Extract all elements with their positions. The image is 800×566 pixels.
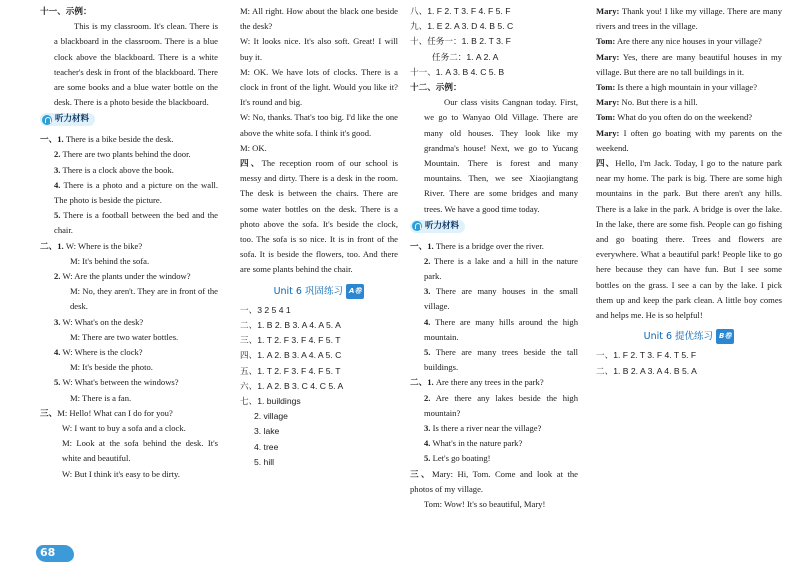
- part-4-passage: 四、Hello, I'm Jack. Today, I go to the nature park near my home. The park is big. There are some high mountains in the park. But there aren't any hills. There is a lake in the park. A bridge is over the lake. In the lake, there are some fish. People can go fishing and go boating there. Trees and flowers are everywhere. What a beautiful park! People like to go here because they can have fun. But I see some bottles on the grass. I see a can by the lake. I pick them up and keep the park clean. A little boy comes and helps me. He is so helpful!: [596, 158, 782, 321]
- column-3: [410, 4, 578, 512]
- answer-row: 五、1. T 2. F 3. F 4. F 5. T: [240, 365, 341, 376]
- list-item: 3. There are many houses in the small village.: [424, 286, 578, 312]
- dialogue-question: 4. W: Where is the clock?: [54, 346, 143, 357]
- headphones-icon: [42, 115, 52, 125]
- dialogue-line: W: I want to buy a sofa and a clock.: [62, 422, 186, 433]
- dialogue-line: 三、Mary: Hi, Tom. Come and look at the photos of my village.: [410, 468, 578, 494]
- dialogue-line: M: Look at the sofa behind the desk. It's white and beautiful.: [62, 438, 218, 464]
- answer-key: [596, 348, 782, 378]
- column-1: [40, 4, 218, 482]
- page-number-badge: [36, 545, 74, 562]
- list-item: 2. There is a lake and a hill in the nature park.: [424, 255, 578, 281]
- answer-row: 5. hill: [254, 456, 275, 467]
- section-12-text: Our class visits Cangnan today. First, we go to Wanyao Old Village. There are many old houses. They look like my grandma's house! Next, we go to Yucang Mountain. There is forest and many mountains. Then, we see Xiaojiangtang River. There are some bridges and many trees. We have a good time today.: [424, 97, 578, 214]
- list-item: 4. There is a photo and a picture on the wall. The photo is beside the picture.: [54, 179, 218, 205]
- page-number: 68: [40, 546, 56, 559]
- answer-row: 七、1. buildings: [240, 396, 301, 407]
- dialogue-continued: [240, 4, 398, 156]
- part-1-list: [40, 132, 218, 238]
- dialogue-line: W: But I think it's easy to be dirty.: [62, 468, 180, 479]
- part-2-list: [410, 375, 578, 466]
- answer-row: 三、1. T 2. F 3. F 4. F 5. T: [240, 335, 341, 346]
- list-item: 5. Let's go boating!: [424, 453, 491, 464]
- listening-material-tag: 听力材料: [410, 220, 465, 237]
- dialogue-answer: M: No, they aren't. They are in front of the desk.: [70, 286, 218, 312]
- answer-row: 九、1. E 2. A 3. D 4. B 5. C: [410, 21, 514, 32]
- list-item: 一、1. There is a bridge over the river.: [410, 240, 544, 251]
- version-badge: A卷: [346, 284, 364, 299]
- answer-row: 2. village: [254, 411, 288, 422]
- unit-6-consolidation-title: Unit 6 巩固练习 A卷: [240, 284, 398, 299]
- section-11-text: This is my classroom. It's clean. There is a blackboard in the classroom. There is a blue clock above the blackboard. There is a white teacher's desk in front of the blackboard. There are some books and a blue water bottle on the desk. There is a photo beside the blackboard.: [54, 21, 218, 108]
- list-item: 4. What's in the nature park?: [424, 438, 523, 449]
- list-item: 3. Is there a river near the village?: [424, 422, 542, 433]
- list-item: 一、1. There is a bike beside the desk.: [40, 134, 174, 145]
- dialogue-line: Tom: What do you often do on the weekend?: [596, 112, 753, 123]
- headphones-icon: [412, 221, 422, 231]
- list-item: 二、1. Are there any trees in the park?: [410, 377, 544, 388]
- dialogue-answer: M: It's beside the photo.: [70, 362, 153, 373]
- dialogue-line: W: No, thanks. That's too big. I'd like the one above the white sofa. I think it's good.: [240, 112, 398, 138]
- part-3-dialogue: [40, 406, 218, 482]
- list-item: 2. Are there any lakes beside the high mountain?: [424, 392, 578, 418]
- answer-row: 十一、1. A 3. B 4. C 5. B: [410, 66, 505, 77]
- dialogue-line: Tom: Are there any nice houses in your village?: [596, 36, 762, 47]
- dialogue-continued: [596, 4, 782, 156]
- dialogue-line: Mary: Yes, there are many beautiful houses in my village. But there are no tall buildings in it.: [596, 51, 782, 77]
- dialogue-question: 2. W: Are the plants under the window?: [54, 270, 191, 281]
- unit-6-improvement-title: Unit 6 提优练习 B卷: [596, 329, 782, 344]
- dialogue-question: 3. W: What's on the desk?: [54, 316, 144, 327]
- version-badge: B卷: [716, 329, 734, 344]
- dialogue-answer: M: There are two water bottles.: [70, 331, 179, 342]
- answer-row: 四、1. A 2. B 3. A 4. A 5. C: [240, 350, 342, 361]
- answer-key: [410, 4, 578, 80]
- dialogue-line: Tom: Wow! It's so beautiful, Mary!: [424, 499, 546, 509]
- answer-row: 六、1. A 2. B 3. C 4. C 5. A: [240, 380, 344, 391]
- answer-row: 一、1. F 2. T 3. F 4. T 5. F: [596, 350, 697, 361]
- dialogue-line: 三、M: Hello! What can I do for you?: [40, 407, 173, 418]
- dialogue-line: Tom: Is there a high mountain in your village?: [596, 82, 758, 93]
- part-3-dialogue: [410, 467, 578, 513]
- list-item: 4. There are many hills around the high mountain.: [424, 316, 578, 342]
- answer-row: 4. tree: [254, 441, 279, 452]
- part-4-passage: 四、The reception room of our school is messy and dirty. There is a desk in the room. The desk is between the chairs. There are some water bottles on the desk. There is a photo above the sofa. It's beside the clock, too. The sofa is so nice. It is in front of the sofa. It is beside the flowers, too. And there are some plants behind the chair.: [240, 158, 398, 275]
- column-2: [240, 4, 398, 470]
- answer-row: 二、1. B 2. A 3. A 4. B 5. A: [596, 365, 697, 376]
- column-4: [596, 4, 782, 379]
- listening-material-tag: 听力材料: [40, 113, 95, 130]
- answer-row: 任务二：1. A 2. A: [432, 51, 499, 62]
- answer-row: 十、任务一：1. B 2. T 3. F: [410, 36, 511, 47]
- list-item: 5. There is a football between the bed and the chair.: [54, 210, 218, 236]
- section-12-label: 十二、示例：: [410, 82, 462, 93]
- dialogue-line: M: OK. We have lots of clocks. There is a clock in front of the light. Would you like it? It's round and big.: [240, 66, 398, 108]
- dialogue-line: Mary: I often go boating with my parents on the weekend.: [596, 127, 782, 153]
- answer-row: 一、3 2 5 4 1: [240, 304, 291, 315]
- dialogue-question: 5. W: What's between the windows?: [54, 377, 179, 388]
- list-item: 2. There are two plants behind the door.: [54, 149, 191, 160]
- dialogue-question: 二、1. W: Where is the bike?: [40, 240, 143, 251]
- dialogue-answer: M: It's behind the sofa.: [70, 255, 150, 266]
- section-11-label: 十一、示例：: [40, 6, 92, 16]
- dialogue-line: W: It looks nice. It's also soft. Great! I will buy it.: [240, 36, 398, 62]
- answer-row: 八、1. F 2. T 3. F 4. F 5. F: [410, 6, 511, 16]
- list-item: 3. There is a clock above the book.: [54, 164, 174, 175]
- answer-row: 3. lake: [254, 426, 280, 437]
- part-1-list: [410, 239, 578, 376]
- part-2-dialogues: [40, 239, 218, 406]
- list-item: 5. There are many trees beside the tall buildings.: [424, 346, 578, 373]
- answer-row: 二、1. B 2. B 3. A 4. A 5. A: [240, 320, 341, 331]
- dialogue-line: M: All right. How about the black one beside the desk?: [240, 6, 398, 32]
- dialogue-line: M: OK.: [240, 142, 267, 153]
- answer-key: [240, 303, 398, 470]
- dialogue-answer: M: There is a fan.: [70, 392, 132, 403]
- dialogue-line: Mary: No. But there is a hill.: [596, 97, 698, 108]
- dialogue-line: Mary: Thank you! I like my village. There are many rivers and trees in the village.: [596, 6, 782, 32]
